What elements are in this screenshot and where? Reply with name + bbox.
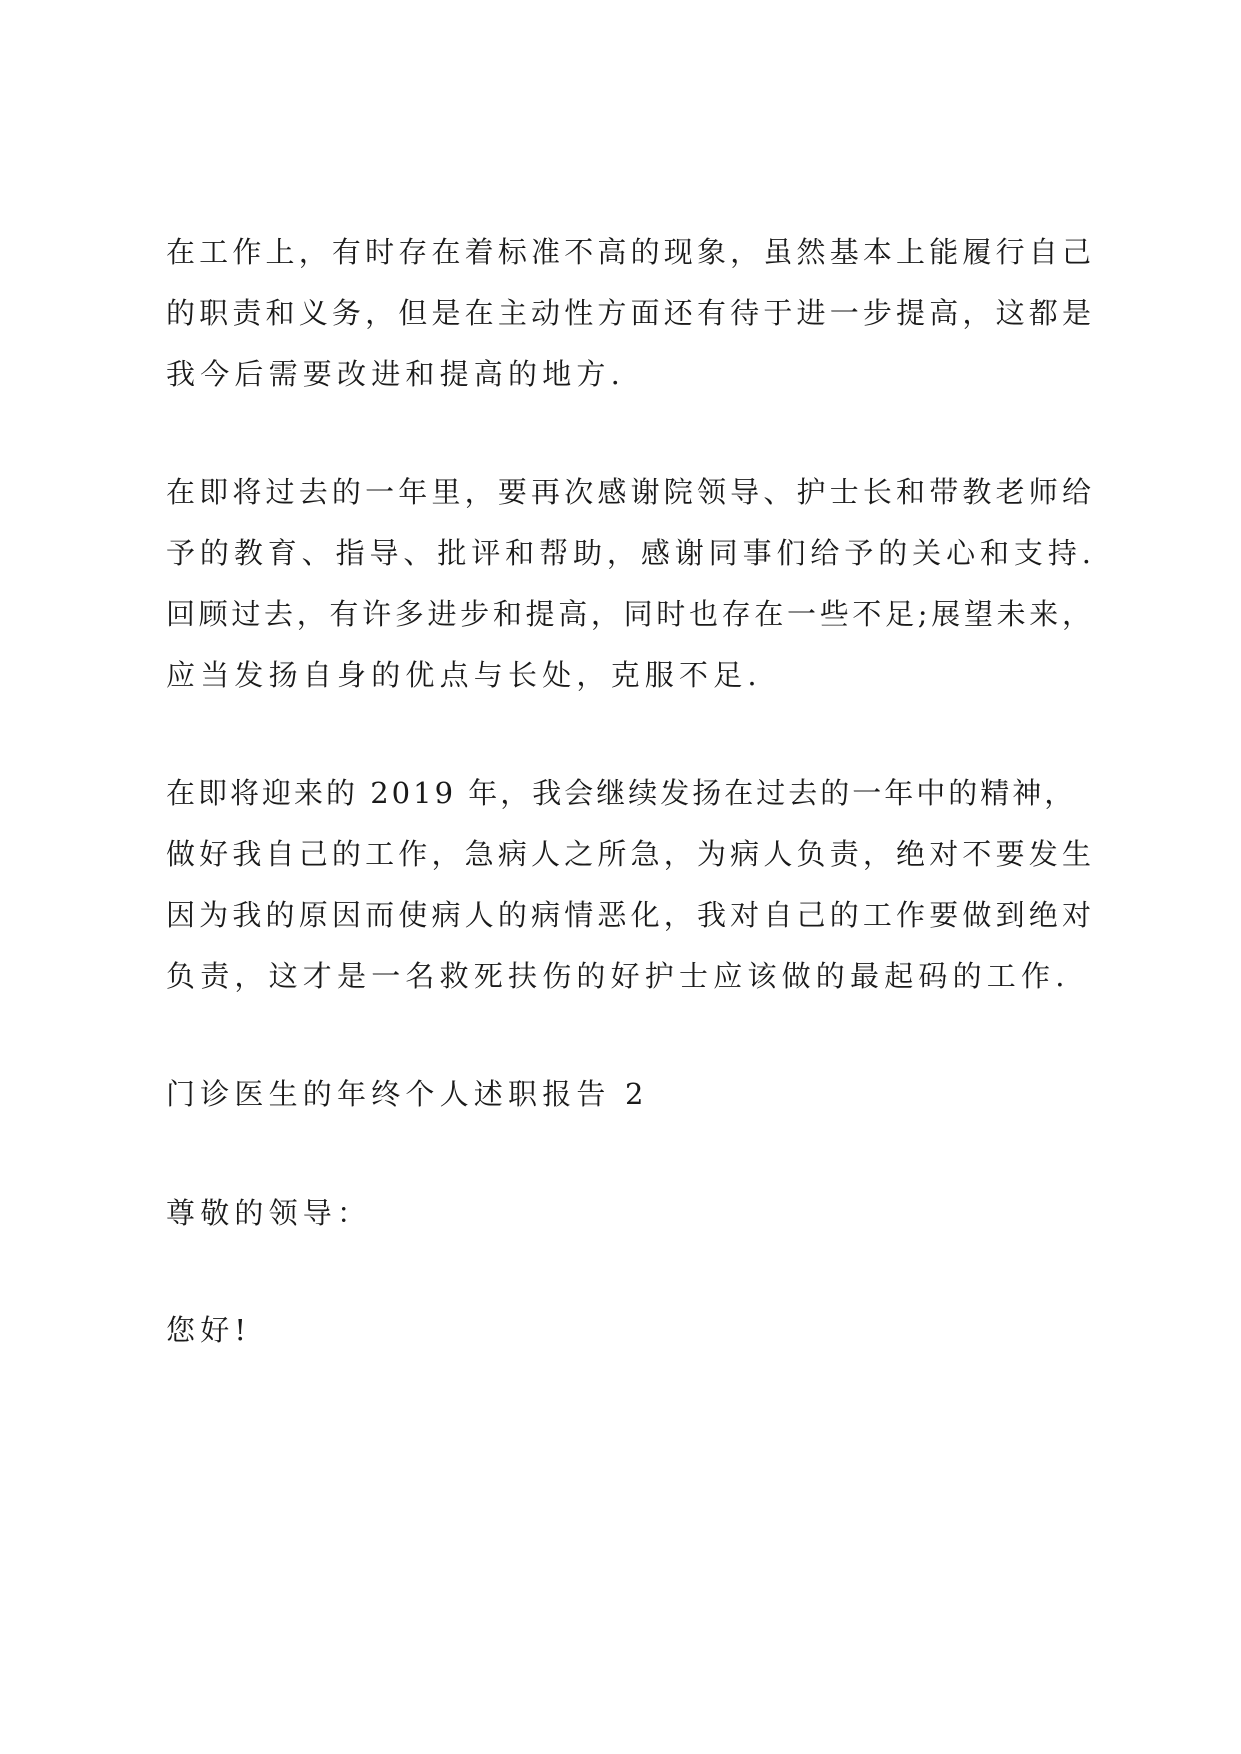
paragraph-3-line-4: 负责，这才是一名救死扶伤的好护士应该做的最起码的工作.: [166, 959, 1070, 993]
paragraph-1-line-1: 在工作上，有时存在着标准不高的现象，虽然基本上能履行自己: [166, 235, 1091, 269]
paragraph-3-line-1: 在即将迎来的 2019 年，我会继续发扬在过去的一年中的精神，: [166, 776, 1077, 810]
paragraph-1-line-3: 我今后需要改进和提高的地方.: [166, 357, 626, 391]
paragraph-3-line-3: 因为我的原因而使病人的病情恶化，我对自己的工作要做到绝对: [166, 898, 1091, 932]
paragraph-2-line-4: 应当发扬自身的优点与长处，克服不足.: [166, 658, 762, 692]
paragraph-2-line-1: 在即将过去的一年里，要再次感谢院领导、护士长和带教老师给: [166, 475, 1091, 509]
paragraph-1-line-2: 的职责和义务，但是在主动性方面还有待于进一步提高，这都是: [166, 296, 1091, 330]
greeting: 您好!: [166, 1313, 252, 1347]
paragraph-2-line-3: 回顾过去，有许多进步和提高，同时也存在一些不足;展望未来，: [166, 597, 1091, 631]
salutation: 尊敬的领导：: [166, 1196, 372, 1230]
paragraph-2-line-2: 予的教育、指导、批评和帮助，感谢同事们给予的关心和支持.: [166, 536, 1091, 570]
paragraph-3-line-2: 做好我自己的工作，急病人之所急，为病人负责，绝对不要发生: [166, 837, 1091, 871]
section-title: 门诊医生的年终个人述职报告 2: [166, 1077, 649, 1111]
